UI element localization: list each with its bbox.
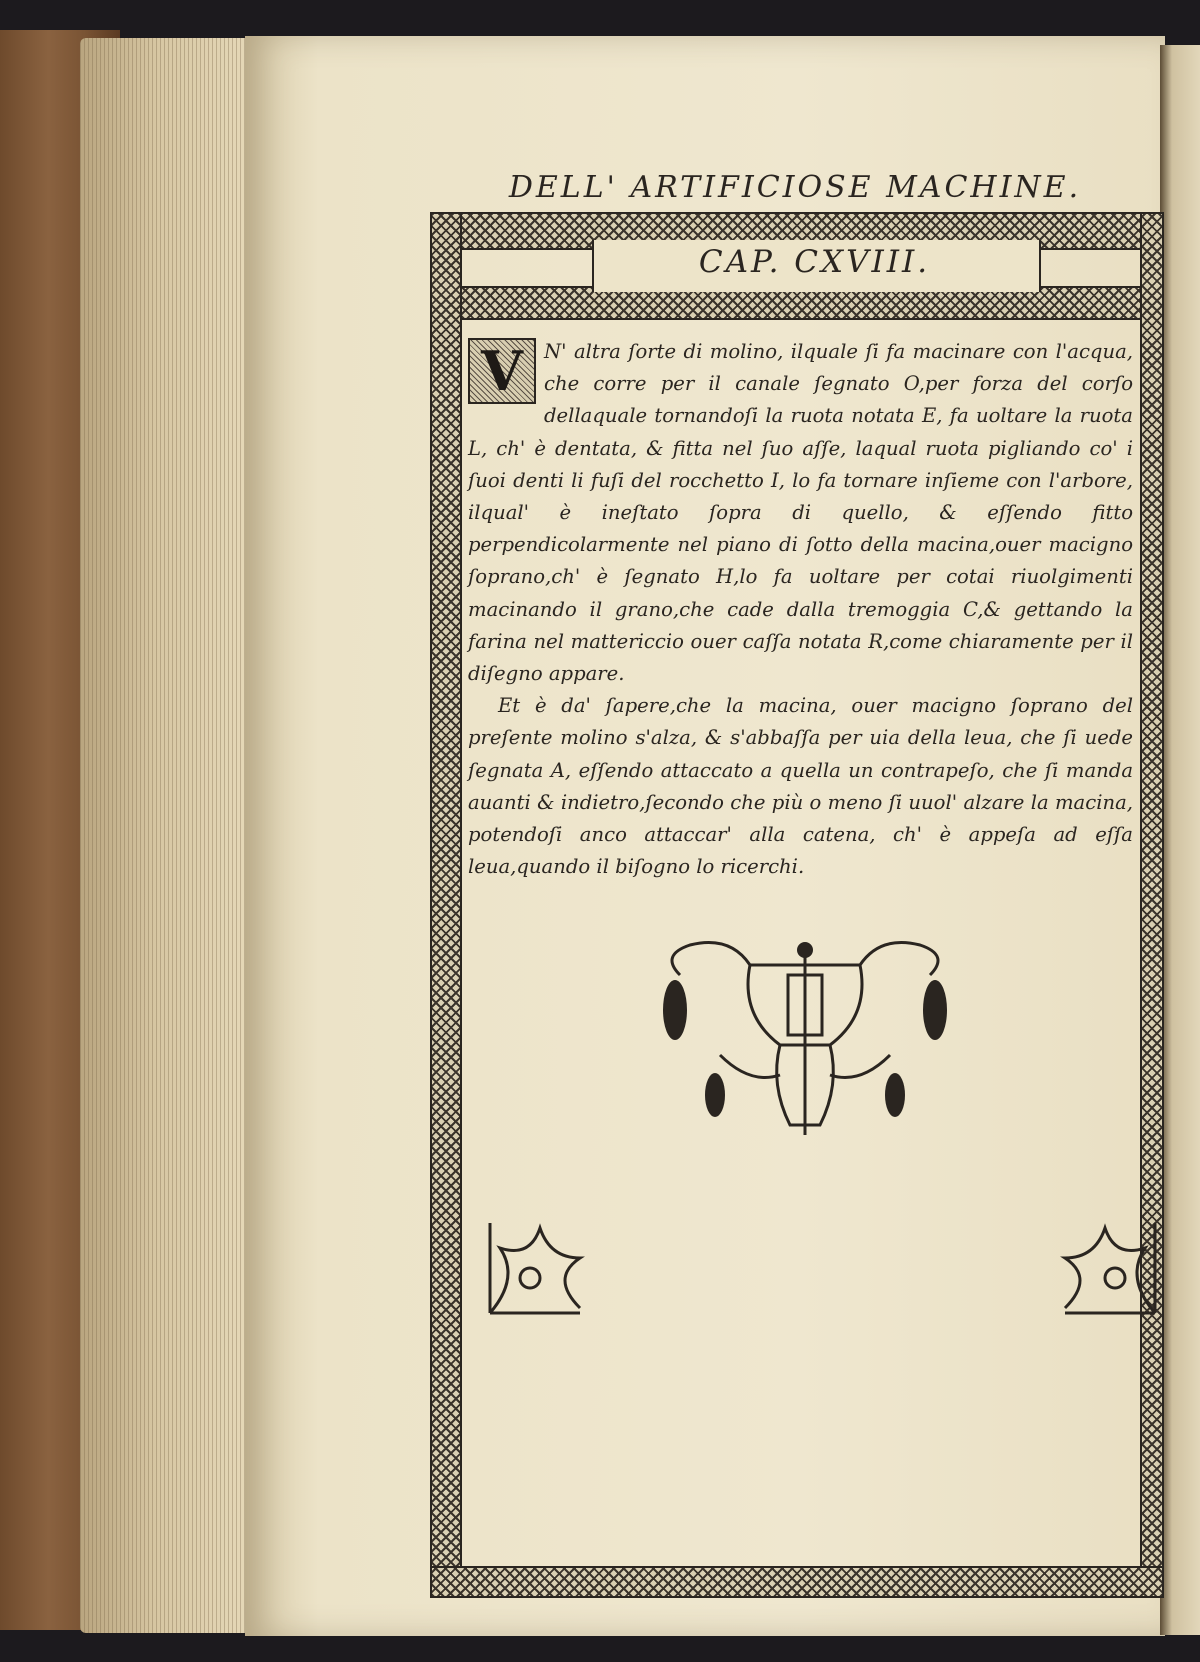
next-page-edge (1160, 45, 1200, 1635)
paragraph-1 (468, 336, 1133, 690)
tailpiece-ornament-icon (660, 935, 950, 1155)
ornamental-border-right (1140, 212, 1164, 1596)
paragraph-2: Et è da' ſapere,che la macina, ouer macigno ſoprano del preſente molino s'alza, & s'abbaſſa per uia della leua, che ſi uede ſegnata A, eſſendo attaccato a quella un contrapeſo, che ſi manda auanti & indietro,ſecondo che più o meno ſi uuol' alzare la macina, potendoſi anco attaccar' alla catena, ch' è appeſa ad eſſa leua,quando il biſogno lo ricerchi. (468, 694, 1133, 879)
chapter-title: CAP. CXVIII. (698, 244, 931, 280)
ornamental-border-bottom (430, 1566, 1164, 1598)
ornamental-border-left (430, 212, 462, 1596)
corner-ornament-left-icon (480, 1218, 590, 1323)
decorated-initial: V (468, 338, 536, 404)
page-edges (80, 38, 255, 1633)
paragraph-1-text: N' altra ſorte di molino, ilquale ſi fa macinare con l'acqua, che corre per il canale ſegnato O,per forza del corſo dellaquale tornandoſi la ruota notata E, fa uoltare la ruota L, ch' è dentata, & fitta nel ſuo aſſe, laqual ruota pigliando co' i ſuoi denti li fuſi del rocchetto I, lo fa tornare inſieme con l'arbore, ilqual' è ineſtato ſopra di quello, & eſſendo fitto perpendicolarmente nel piano di ſotto della macina,ouer macigno ſoprano,ch' è ſegnato H,lo fa uoltare per cotai riuolgimenti macinando il grano,che cade dalla tremoggia C,& gettando la farina nel mattericcio ouer caſſa notata R,come chiaramente per il diſegno appare. (468, 340, 1133, 686)
body-text (468, 336, 1133, 883)
running-head: DELL' ARTIFICIOSE MACHINE. (508, 170, 1082, 205)
corner-ornament-right-icon (1055, 1218, 1165, 1323)
